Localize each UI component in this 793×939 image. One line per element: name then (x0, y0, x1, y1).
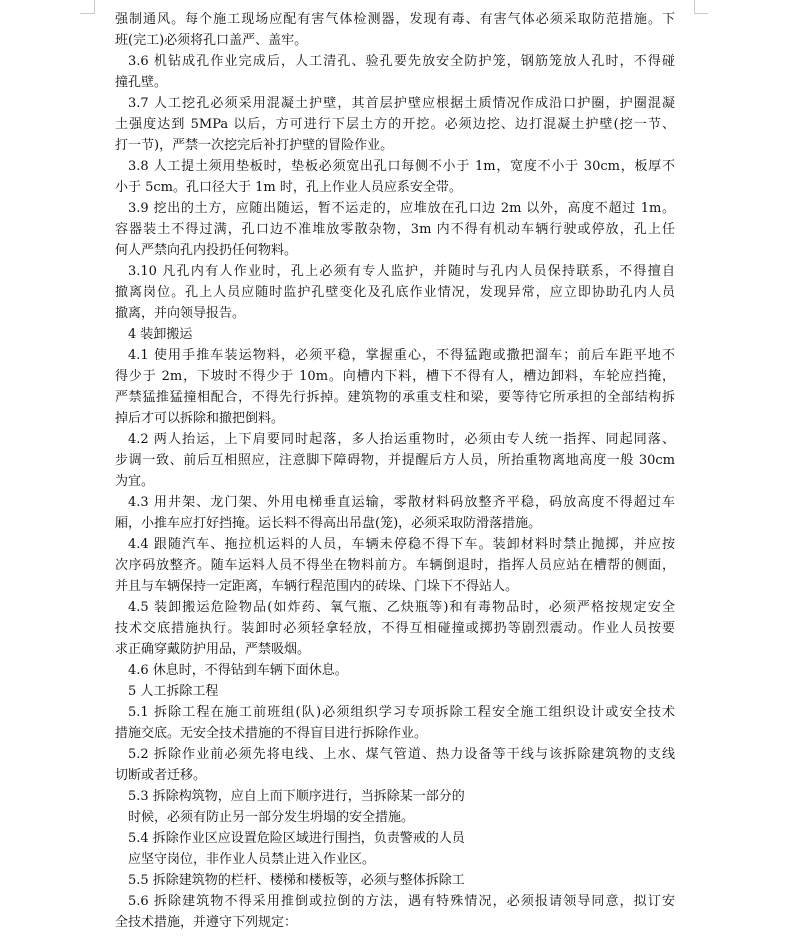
text-line: 4.2 两人抬运，上下肩要同时起落，多人抬运重物时，必须由专人统一指挥、同起同落、 (128, 432, 675, 447)
text-line: 全技术措施，并遵守下列规定： (115, 915, 298, 930)
text-line: 小于 5cm。孔口径大于 1m 时，孔上作业人员应系安全带。 (115, 180, 462, 195)
text-line: 次序码放整齐。随车运料人员不得坐在物料前方。车辆倒退时，指挥人员应站在槽帮的侧面， (115, 558, 675, 573)
right-margin-mark-horizontal (694, 13, 708, 14)
text-line: 撤离，并向领导报告。 (115, 306, 246, 321)
text-line: 5 人工拆除工程 (128, 684, 219, 699)
text-line: 步调一致、前后互相照应，注意脚下障碍物，并提醒后方人员，所抬重物离地高度一般 30cm (115, 453, 675, 468)
text-line: 4.3 用井架、龙门架、外用电梯垂直运输，零散材料码放整齐平稳，码放高度不得超过车 (128, 495, 675, 510)
text-line: 得少于 2m，下坡时不得少于 10m。向槽内下料，槽下不得有人，槽边卸料，车轮应挡掩， (115, 369, 675, 384)
text-line: 5.4 拆除作业区应设置危险区域进行围挡，负责警戒的人员 (128, 831, 465, 846)
text-line: 4.4 跟随汽车、拖拉机运料的人员，车辆未停稳不得下车。装卸材料时禁止抛掷，并应按 (128, 537, 675, 552)
text-line: 并且与车辆保持一定距离，车辆行程范围内的砖垛、门垛下不得站人。 (115, 579, 519, 594)
text-line: 3.8 人工提土须用垫板时，垫板必须宽出孔口每侧不小于 1m，宽度不小于 30cm，板厚不 (128, 159, 675, 174)
text-line: 5.5 拆除建筑物的栏杆、楼梯和楼板等，必须与整体拆除工 (128, 873, 465, 888)
text-line: 措施交底。无安全技术措施的不得盲目进行拆除作业。 (115, 726, 428, 741)
text-line: 4 装卸搬运 (128, 327, 193, 342)
text-line: 打一节)，严禁一次挖完后补打护壁的冒险作业。 (115, 138, 394, 153)
text-line: 何人严禁向孔内投扔任何物料。 (115, 243, 298, 258)
text-line: 3.9 挖出的土方，应随出随运，暂不运走的，应堆放在孔口边 2m 以外，高度不超过 1m。 (128, 201, 675, 216)
text-line: 班(完工)必须将孔口盖严、盖牢。 (115, 33, 308, 48)
text-line: 撤离岗位。孔上人员应随时监护孔壁变化及孔底作业情况，发现异常，应立即协助孔内人员 (115, 285, 675, 300)
text-line: 土强度达到 5MPa 以后，方可进行下层土方的开挖。必须边挖、边打混凝土护壁(挖一节、 (115, 117, 675, 132)
text-line: 5.1 拆除工程在施工前班组(队)必须组织学习专项拆除工程安全施工组织设计或安全技术 (128, 705, 675, 720)
text-line: 3.10 凡孔内有人作业时，孔上必须有专人监护，并随时与孔内人员保持联系，不得擅自 (128, 264, 675, 279)
text-line: 技术交底措施执行。装卸时必须轻拿轻放，不得互相碰撞或掷扔等剧烈震动。作业人员按要 (115, 621, 675, 636)
text-line: 5.6 拆除建筑物不得采用推倒或拉倒的方法，遇有特殊情况，必须报请领导同意，拟订安 (128, 894, 675, 909)
text-line: 5.3 拆除构筑物，应自上而下顺序进行，当拆除某一部分的 (128, 789, 465, 804)
text-line: 撞孔壁。 (115, 75, 168, 90)
text-line: 4.1 使用手推车装运物料，必须平稳，掌握重心，不得猛跑或撒把溜车；前后车距平地不 (128, 348, 675, 363)
text-line: 为宜。 (115, 474, 155, 489)
text-line: 掉后才可以拆除和撤把倒料。 (115, 411, 285, 426)
text-line: 厢，小推车应打好挡掩。运长料不得高出吊盘(笼)，必须采取防滑落措施。 (115, 516, 542, 531)
text-line: 4.5 装卸搬运危险物品(如炸药、氧气瓶、乙炔瓶等)和有毒物品时，必须严格按规定安全 (128, 600, 675, 615)
text-line: 时候，必须有防止另一部分发生坍塌的安全措施。 (128, 810, 415, 825)
text-line: 强制通风。每个施工现场应配有害气体检测器，发现有毒、有害气体必须采取防范措施。下 (115, 12, 675, 27)
text-line: 3.6 机钻成孔作业完成后，人工清孔、验孔要先放安全防护笼，钢筋笼放人孔时，不得碰 (128, 54, 675, 69)
text-line: 切断或者迁移。 (115, 768, 207, 783)
text-line: 容器装土不得过满，孔口边不准堆放零散杂物，3m 内不得有机动车辆行驶或停放，孔上任 (115, 222, 675, 237)
text-line: 严禁猛推猛撞相配合，不得先行拆掉。建筑物的承重支柱和梁，要等待它所承担的全部结构拆 (115, 390, 675, 405)
left-margin-mark-horizontal (80, 13, 94, 14)
right-margin-mark (694, 0, 695, 14)
document-body (115, 9, 675, 933)
text-line: 应坚守岗位，非作业人员禁止进入作业区。 (128, 852, 376, 867)
text-line: 3.7 人工挖孔必须采用混凝土护壁，其首层护壁应根据土质情况作成沿口护圈，护圈混凝 (128, 96, 675, 111)
text-line: 5.2 拆除作业前必须先将电线、上水、煤气管道、热力设备等干线与该拆除建筑物的支线 (128, 747, 675, 762)
text-line: 求正确穿戴防护用品，严禁吸烟。 (115, 642, 311, 657)
left-margin-mark (94, 0, 95, 14)
text-line: 4.6 休息时，不得钻到车辆下面休息。 (128, 663, 348, 678)
